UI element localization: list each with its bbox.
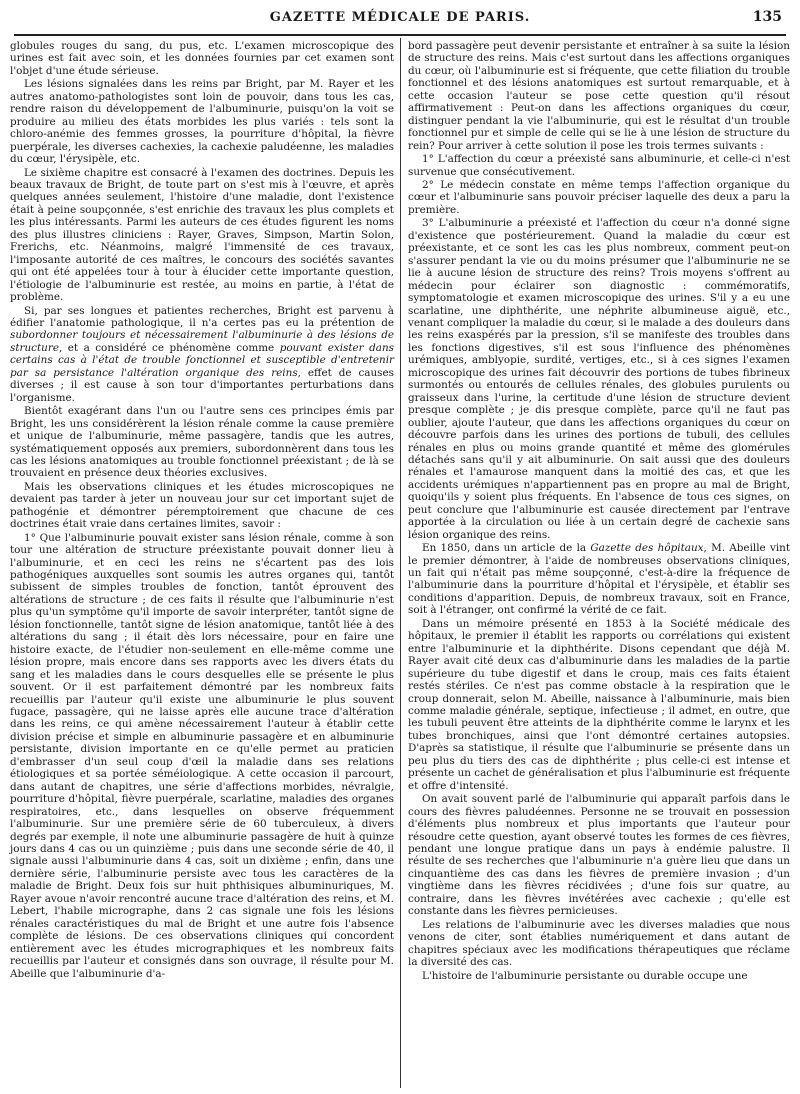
page-number: 135 — [752, 9, 782, 25]
column-divider — [400, 38, 401, 1088]
paragraph — [408, 970, 790, 982]
paragraph — [408, 40, 790, 152]
text-segment: 1° Que l'albuminurie pouvait exister sans lésion rénale, comme à son tour une altération de structure préexistante pouvait donner lieu à l'albuminurie, et en ceci les reins ne s'écartent pas des lois pathogéniques auxquelles sont soumis les autres organes qui, tantôt subissent de simples troubles de fonction, tantôt éprouvent des altérations de structure ; de ces faits il résulte que l'albuminurie n'est plus qu'un symptôme qu'il importe de savoir interpréter, tantôt signe de lésion fonctionnelle, tantôt signe de lésion anatomique, tantôt liée à des altérations du sang ; il était dès lors nécessaire, pour en faire une histoire exacte, de l'étudier non-seulement en elle-même comme une lésion propre, mais encore dans ses rapports avec les divers états du sang et les maladies dans le cours desquelles elle se présente le plus souvent. Or il est parfaitement démontré par les nombreux faits recueillis par l'auteur qu'il existe une albuminurie le plus souvent fugace, passagère, qui ne laisse après elle aucune trace d'altération dans les reins, ce qui amène nécessairement l'auteur à établir cette division précise et simple en albuminurie passagère et en albuminurie persistante, division importante en ce qu'elle permet au praticien d'embrasser d'un seul coup d'œil la maladie dans ses relations étiologiques et sa portée séméiologique. A cette occasion il parcourt, dans autant de chapitres, une série d'affections morbides, névralgie, pourriture d'hôpital, fièvre puerpérale, scarlatine, maladies des organes respiratoires, etc., dans lesquelles on observe fréquemment l'albuminurie. Sur une première série de 60 tuberculeux, à divers degrés par exemple, il note une albuminurie passagère de huit à quinze jours dans 4 cas ou un quinzième ; puis dans une seconde série de 40, il signale aussi l'albuminurie dans 4 cas, soit un dixième ; enfin, dans une dernière série, l'albuminurie persiste avec tous les caractères de la maladie de Bright. Deux fois sur huit phthisiques albuminuriques, M. Rayer avoue n'avoir rencontré aucune trace d'altération des reins, et M. Lebert, l'habile micrographe, dans 2 cas signale une fois les lésions rénales caractéristiques du mal de Bright et une autre fois l'absence complète de lésions. De ces observations cliniques qui concordent entièrement avec les études micrographiques et les nombreux faits recueillis par l'auteur et consignés dans son ouvrage, il résulte pour M. Abeille que l'albuminurie d'a- — [10, 531, 394, 980]
italic-text: Gazette des hôpitaux — [590, 542, 704, 555]
paragraph — [10, 167, 394, 304]
paragraph — [10, 481, 394, 531]
text-segment: Le sixième chapitre est consacré à l'examen des doctrines. Depuis les beaux travaux de Bright, de toute part on s'est mis à l'œuvre, et après quelques années seulement, l'histoire d'une maladie, dont l'existence était à peine soupçonnée, s'est enrichie des travaux les plus complets et les plus intéressants. Parmi les auteurs de ces études figurent les noms des plus illustres cliniciens : Rayer, Graves, Simpson, Martin Solon, Frerichs, etc. Néanmoins, malgré l'immensité de ces travaux, l'imposante autorité de ces maîtres, le concours des sociétés savantes qui ont été appelées tour à tour à élucider cette importante question, l'étiologie de l'albuminurie est restée, au moins en partie, à l'état de problème. — [10, 166, 394, 304]
text-segment: Dans un mémoire présenté en 1853 à la Société médicale des hôpitaux, le premier il établit les rapports ou corrélations qui existent entre l'albuminurie et la diphthérite. Disons cependant que déjà M. Rayer avait cité deux cas d'albuminurie dans les maladies de la partie supérieure du tube digestif et dans le croup, mais ces faits étaient restés stériles. Ce n'est pas comme obstacle à la respiration que le croup donnerait, selon M. Abeille, naissance à l'albuminurie, mais bien comme maladie générale, septique, infectieuse ; il admet, en outre, que les tubuli peuvent être atteints de la diphthérite comme le larynx et les tubes bronchiques, ainsi que l'ont démontré certaines autopsies. D'après sa statistique, il résulte que l'albuminurie se présente dans un peu plus du tiers des cas de diphthérite ; plus celle-ci est intense et présente un cachet de généralisation et plus l'albuminurie est fréquente et offre d'intensité. — [408, 617, 790, 792]
paragraph — [408, 179, 790, 216]
right-column — [408, 40, 790, 983]
text-segment: 2° Le médecin constate en même temps l'affection organique du cœur et l'albuminurie sans pouvoir préciser laquelle des deux a paru la première. — [408, 178, 790, 216]
paragraph — [408, 217, 790, 541]
text-segment: L'histoire de l'albuminurie persistante ou durable occupe une — [422, 969, 748, 982]
paragraph — [408, 542, 790, 617]
paragraph — [10, 405, 394, 480]
text-segment: Mais les observations cliniques et les études microscopiques ne devaient pas tarder à jeter un nouveau jour sur cet important sujet de pathogénie et démontrer péremptoirement que chacune de ces doctrines était vraie dans certaines limites, savoir : — [10, 480, 394, 531]
text-segment: , et a considéré ce phénomène comme — [58, 341, 280, 354]
text-segment: 1° L'affection du cœur a préexisté sans albuminurie, et celle-ci n'est survenue que consécutivement. — [408, 153, 790, 178]
text-segment: Les relations de l'albuminurie avec les diverses maladies que nous venons de citer, sont établies numériquement et dans autant de chapitres spéciaux avec les modifications thérapeutiques que réclame la diversité des cas. — [408, 918, 790, 969]
text-segment: , M. Abeille vint le premier démontrer, à l'aide de nombreuses observations cliniques, un fait qui n'était pas même soupçonné, c'est-à-dire la fréquence de l'albuminurie dans la pourriture d'hôpital et l'érysipèle, et établir ses conditions d'apparition. Depuis, de nombreux travaux, soit en France, soit à l'étranger, ont confirmé la vérité de ce fait. — [408, 542, 791, 617]
text-segment: En 1850, dans un article de la — [422, 542, 591, 555]
page-header — [14, 8, 786, 36]
text-segment: , effet de causes diverses ; il est cause à son tour d'importantes perturbations dans l'organisme. — [10, 366, 394, 404]
text-segment: 3° L'albuminurie a préexisté et l'affection du cœur n'a donné signe d'existence que postérieurement. Quand la maladie du cœur est préexistante, et ce sont les cas les plus nombreux, comment peut-on s'assurer pendant la vie ou du moins présumer que l'albuminurie ne se lie à aucune lésion de structure des reins? Trois moyens s'offrent au médecin pour éclairer son diagnostic : commémoratifs, symptomatologie et examen microscopique des urines. S'il y a eu une scarlatine, une diphthérite, une néphrite albumineuse aiguë, etc., venant compliquer la maladie du cœur, si le malade a des douleurs dans les reins exaspérés par la pression, s'il se manifeste des troubles dans les fonctions digestives, s'il est sous l'influence des phénomènes urémiques, amblyopie, surdité, vertiges, etc., si à ces signes l'examen microscopique des urines fait découvrir des portions de tubes fibrineux surmontés ou entourés de cellules rénales, des globules purulents ou graisseux dans l'urine, la certitude d'une lésion de structure devient presque complète ; je dis presque complète, parce qu'il ne faut pas oublier, ajoute l'auteur, que dans les affections organiques du cœur on découvre parfois dans les urines des portions de tubuli, des cellules rénales en plus ou moins grande quantité et même des glomérules détachés sans qu'il y ait albuminurie. On sait aussi que des douleurs rénales et l'amaurose manquent dans la moitié des cas, et que les accidents urémiques n'appartiennent pas en propre au mal de Bright, quoiqu'ils y soient plus fréquents. En l'absence de tous ces signes, on peut conclure que l'albuminurie est causée directement par l'entrave apportée à la circulation ou liée à un certain degré de cachexie sans lésion organique des reins. — [408, 217, 790, 541]
italic-text: pouvant exister dans certains cas à l'état de trouble fonctionnel et susceptible d'entretenir par sa persistance l'altération organique des reins — [10, 341, 395, 379]
paragraph — [408, 919, 790, 969]
text-segment: Bientôt exagérant dans l'un ou l'autre sens ces principes émis par Bright, les uns considérèrent la lésion rénale comme la cause première et unique de l'albuminurie, même passagère, tandis que les autres, systématiquement opposés aux premiers, subordonnèrent dans tous les cas les lésions anatomiques au trouble fonctionnel préexistant ; de là se trouvaient en présence deux théories exclusives. — [10, 405, 394, 480]
paragraph — [408, 618, 790, 792]
paragraph — [10, 532, 394, 980]
left-column — [10, 40, 394, 981]
text-segment: globules rouges du sang, du pus, etc. L'examen microscopique des urines est fait avec soin, et les données fournies par cet examen sont l'objet d'une étude sérieuse. — [10, 40, 394, 77]
paragraph — [10, 40, 394, 77]
paragraph — [408, 153, 790, 178]
text-segment: bord passagère peut devenir persistante et entraîner à sa suite la lésion de structure des reins. Mais c'est surtout dans les affections organiques du cœur, où l'albuminurie est si fréquente, que cette filiation du trouble fonctionnel et des lésions anatomiques est surtout remarquable, et à cette occasion l'auteur se pose cette question qu'il résout affirmativement : Peut-on dans les affections organiques du cœur, distinguer pendant la vie l'albuminurie, qui est le résultat d'un trouble fonctionnel pur et simple de celle qui se lie à une lésion de structure du rein? Pour arriver à cette solution il pose les trois termes suivants : — [408, 40, 790, 152]
text-segment: On avait souvent parlé de l'albuminurie qui apparaît parfois dans le cours des fièvres paludéennes. Personne ne se trouvait en possession d'éléments plus nombreux et plus importants que l'auteur pour résoudre cette question, ayant observé toutes les formes de ces fièvres, pendant une longue pratique dans un pays à endémie palustre. Il résulte de ses recherches que l'albuminurie n'a guère lieu que dans un cinquantième des cas dans les fièvres de première invasion ; d'un vingtième dans les fièvres récidivées ; d'une fois sur quatre, au contraire, dans les fièvres invétérées avec cachexie ; qu'elle est constante dans les fièvres pernicieuses. — [408, 793, 790, 918]
paragraph — [10, 78, 394, 165]
text-segment: Si, par ses longues et patientes recherches, Bright est parvenu à édifier l'anatomie pathologique, il n'a certes pas eu la prétention de — [10, 304, 394, 329]
text-segment: Les lésions signalées dans les reins par Bright, par M. Rayer et les autres anatomo-pathologistes sont loin de pouvoir, dans tous les cas, rendre raison du développement de l'albuminurie, puisqu'on la voit se produire au milieu des états morbides les plus variés : tels sont la chloro-anémie des femmes grosses, la pourriture d'hôpital, la fièvre puerpérale, les diverses cachexies, la cachexie paludéenne, les maladies du cœur, l'érysipèle, etc. — [10, 78, 394, 166]
italic-text: subordonner toujours et nécessairement l'albuminurie à des lésions de structure — [10, 329, 394, 354]
paragraph — [408, 793, 790, 918]
paragraph — [10, 305, 394, 405]
journal-title: GAZETTE MÉDICALE DE PARIS. — [269, 10, 531, 25]
